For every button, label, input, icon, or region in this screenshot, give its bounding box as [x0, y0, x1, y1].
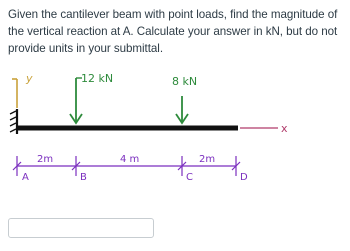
point-label-a: A — [22, 172, 29, 183]
question-text: Given the cantilever beam with point loads, find the magnitude of the vertical reaction at A. Calculate your answer in kN, but do not provide units in your submittal. — [8, 8, 338, 55]
y-axis-label: y — [26, 72, 33, 85]
point-label-d: D — [240, 172, 248, 183]
fixed-support-icon — [10, 109, 17, 134]
span-label-ab: 2m — [37, 154, 54, 165]
load-label-12kn: 12 kN — [81, 72, 114, 85]
span-label-cd: 2m — [199, 154, 216, 165]
y-axis — [12, 72, 33, 108]
load-arrow-8kn — [172, 75, 197, 123]
point-label-b: B — [80, 172, 87, 183]
x-axis-label: x — [281, 122, 288, 135]
cantilever-beam-diagram — [0, 66, 350, 201]
load-label-8kn: 8 kN — [172, 75, 198, 88]
x-axis — [240, 122, 288, 135]
span-label-bc: 4 m — [120, 154, 140, 165]
point-label-c: C — [186, 172, 193, 183]
answer-input[interactable] — [8, 218, 154, 238]
load-arrow-12kn — [70, 72, 113, 123]
